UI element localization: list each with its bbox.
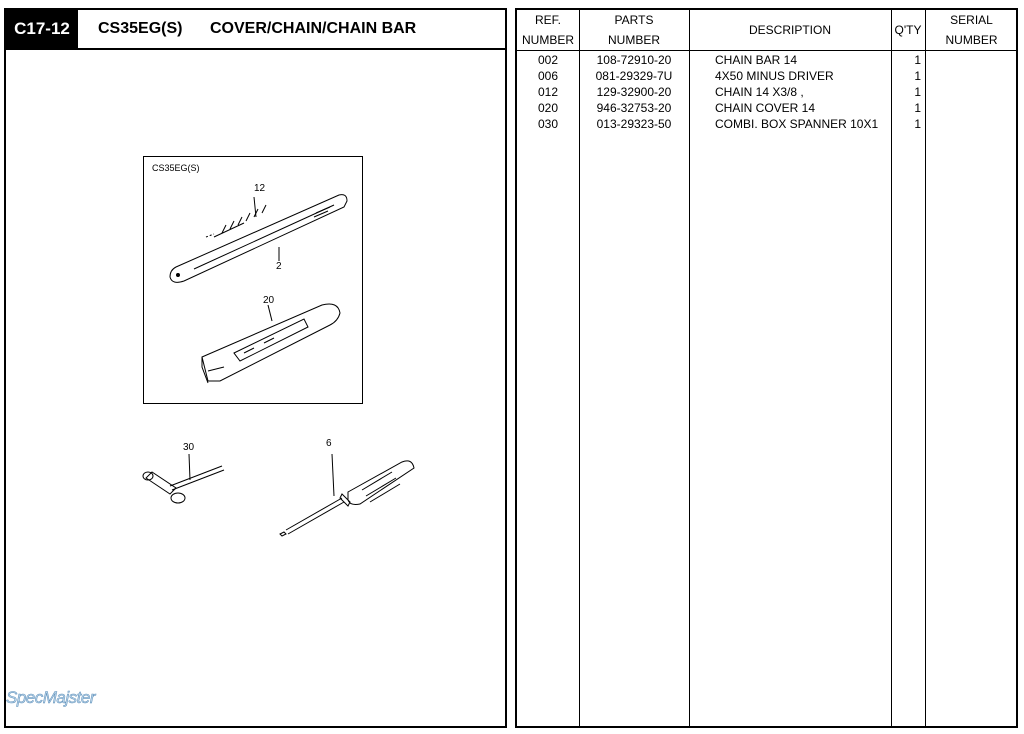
- header-parts-line1: PARTS: [614, 13, 654, 27]
- callout-6: 6: [326, 438, 332, 449]
- header-qty-label: Q'TY: [894, 23, 922, 37]
- header-ref: [517, 10, 579, 50]
- tools-drawing: [136, 440, 436, 550]
- header-ref-line1: REF.: [534, 13, 561, 27]
- table-row: [517, 100, 1016, 116]
- cell-description: CHAIN COVER 14: [715, 101, 816, 115]
- model-name: CS35EG(S): [98, 20, 183, 37]
- cell-description: 4X50 MINUS DRIVER: [715, 69, 834, 83]
- header-serial: [925, 10, 1018, 50]
- cell-description: CHAIN BAR 14: [715, 53, 798, 67]
- cell-ref: 020: [537, 101, 559, 115]
- cell-part-number: 013-29323-50: [596, 117, 672, 131]
- cell-part-number: 081-29329-7U: [595, 69, 673, 83]
- table-row: [517, 52, 1016, 68]
- kit-drawing: [144, 157, 362, 403]
- cell-part-number: 946-32753-20: [596, 101, 672, 115]
- illustration-panel: [4, 8, 507, 728]
- callout-30: 30: [183, 442, 195, 453]
- cell-ref: 006: [537, 69, 559, 83]
- table-row: [517, 116, 1016, 132]
- callout-12: 12: [254, 183, 266, 194]
- callout-2: 2: [276, 261, 282, 272]
- header-description-label: DESCRIPTION: [748, 23, 831, 37]
- box-spanner-drawing: [143, 454, 224, 503]
- cell-qty: 1: [914, 85, 921, 99]
- section-title: COVER/CHAIN/CHAIN BAR: [210, 20, 417, 37]
- cell-ref: 030: [537, 117, 559, 131]
- cell-part-number: 108-72910-20: [596, 53, 672, 67]
- table-row: [517, 84, 1016, 100]
- cell-qty: 1: [914, 53, 921, 67]
- header-description: [689, 10, 891, 50]
- parts-table: [515, 8, 1018, 728]
- header-ref-line2: NUMBER: [521, 33, 574, 47]
- callout-20: 20: [263, 295, 275, 306]
- cell-qty: 1: [914, 101, 921, 115]
- header-qty: [891, 10, 925, 50]
- page-header: [6, 10, 505, 50]
- header-serial-line1: SERIAL: [950, 13, 993, 27]
- screwdriver-drawing: [280, 454, 414, 536]
- chain-bar-drawing: [170, 195, 347, 283]
- cell-description: COMBI. BOX SPANNER 10X1: [715, 117, 879, 131]
- cell-ref: 002: [537, 53, 559, 67]
- chain-cover-drawing: [202, 304, 340, 383]
- cell-description: CHAIN 14 X3/8 ,: [715, 85, 804, 99]
- kit-label: CS35EG(S): [152, 163, 200, 173]
- table-row: [517, 68, 1016, 84]
- header-parts-line2: NUMBER: [607, 33, 660, 47]
- kit-box: [143, 156, 363, 404]
- page-code: C17-12: [6, 10, 78, 48]
- cell-part-number: 129-32900-20: [596, 85, 672, 99]
- header-separator: [517, 50, 1016, 51]
- header-serial-line2: NUMBER: [945, 33, 998, 47]
- cell-qty: 1: [914, 69, 921, 83]
- header-parts: [579, 10, 689, 50]
- watermark-logo: SpecMajster: [6, 688, 95, 707]
- cell-qty: 1: [914, 117, 921, 131]
- cell-ref: 012: [537, 85, 559, 99]
